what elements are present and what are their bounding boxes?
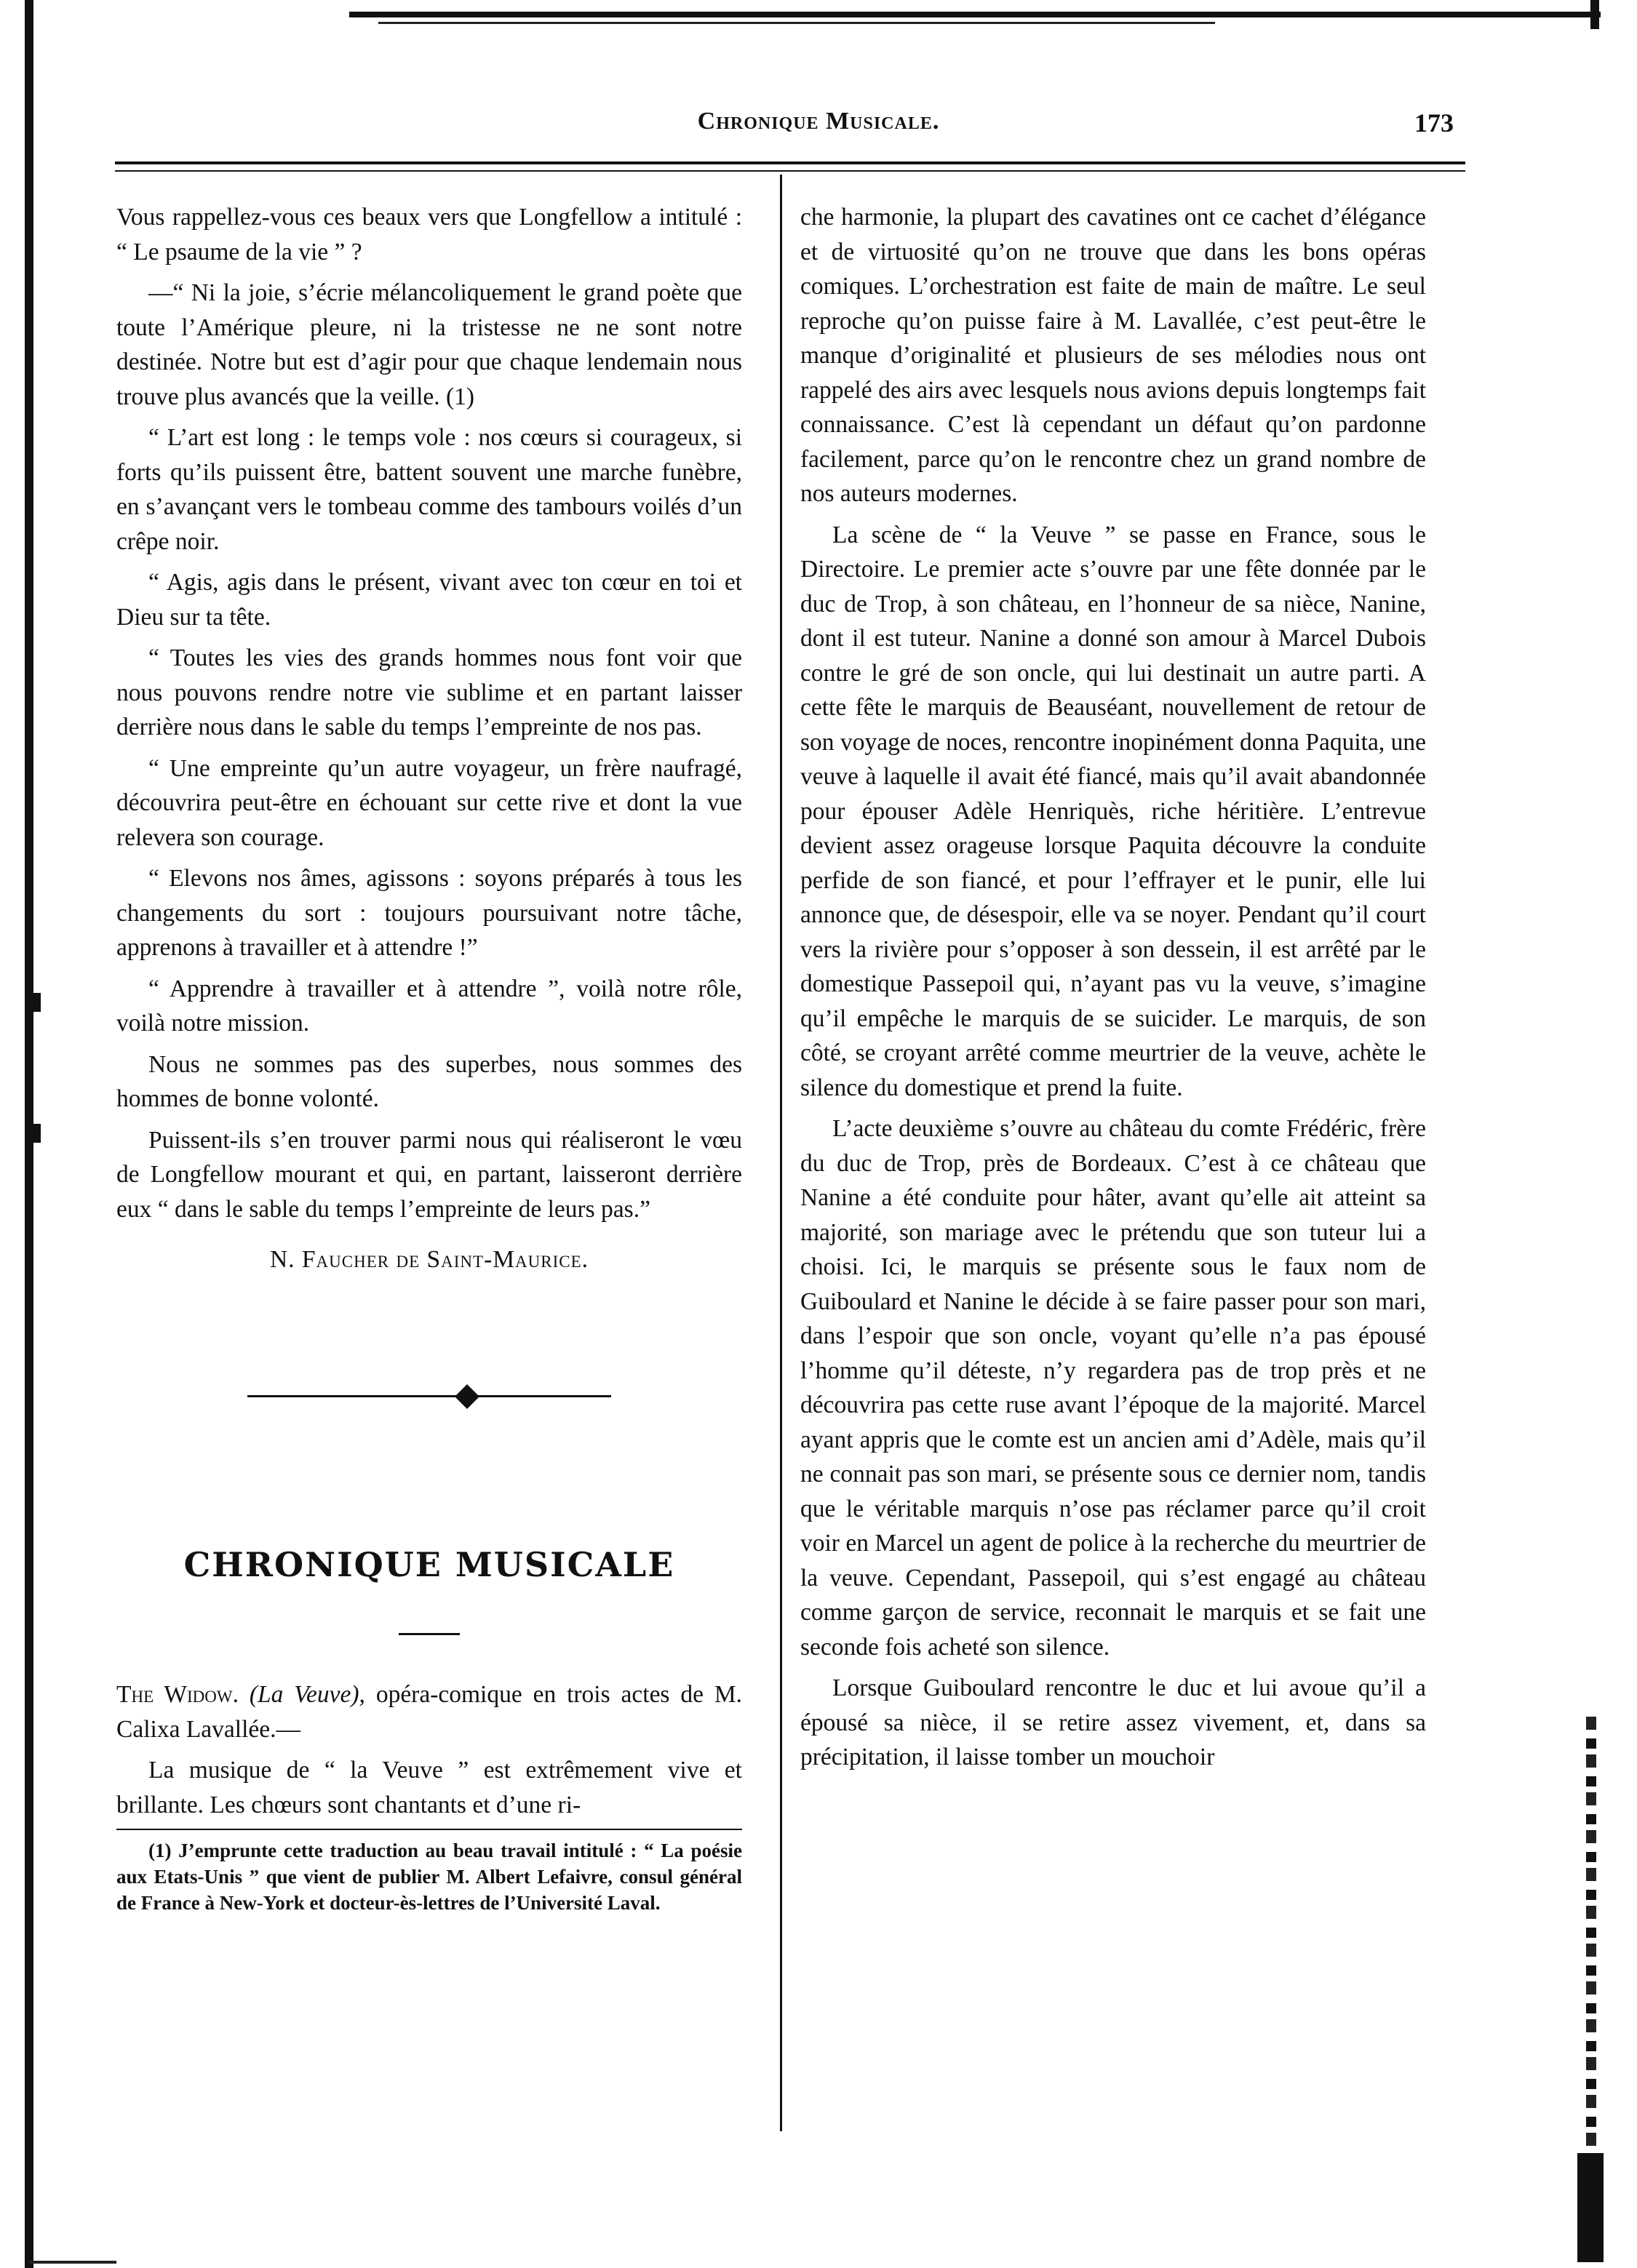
ornament-line — [247, 1395, 611, 1397]
paragraph: La scène de “ la Veuve ” se passe en France, sous le Directoire. Le premier acte s’ouvre par une fête donnée par le duc de Trop, à son château, en l’honneur de sa nièce, Nanine, dont il est tuteur. Nanine a donné son amour à Marcel Dubois contre le gré de son oncle, qui lui destinait un autre parti. A cette fête le marquis de Beauséant, nouvellement de retour de son voyage de noces, rencontre inopinément donna Paquita, une veuve à laquelle il avait été fiancé, mais qu’il avait abandonnée pour épouser Adèle Henriquès, riche héritière. L’entrevue devient assez orageuse lorsque Paquita découvre la conduite perfide de son fiancé, et pour l’effrayer et le punir, elle lui annonce que, de désespoir, elle va se noyer. Pendant qu’il court vers la rivière pour s’opposer à son dessein, il est arrêté par le domestique Passepoil qui, n’ayant pas vu la veuve, s’imagine qu’il empêche le marquis de se suicider. Le marquis, de son côté, se croyant arrêté comme meurtrier de la veuve, achète le silence du domestique et prend la fuite. — [800, 521, 1426, 1101]
paragraph: Lorsque Guiboulard rencontre le duc et lui avoue qu’il a épousé sa nièce, il se retire assez vivement, et, dans sa précipitation, il laisse tomber un mouchoir — [800, 1674, 1426, 1770]
paragraph: “ Elevons nos âmes, agissons : soyons préparés à tous les changements du sort : toujours poursuivant notre tâche, apprenons à travailler et à attendre !” — [116, 865, 742, 961]
column-divider — [780, 175, 782, 2131]
paragraph: “ Apprendre à travailler et à attendre ”, voilà notre rôle, voilà notre mission. — [116, 975, 742, 1037]
scan-mark-left — [33, 993, 41, 1012]
right-column — [800, 200, 1426, 1781]
paragraph: “ L’art est long : le temps vole : nos cœurs si courageux, si forts qu’ils puissent être, battent souvent une marche funèbre, en s’avançant vers le tombeau comme des tambours voilés d’un crêpe noir. — [116, 424, 742, 555]
entry-description: opéra-comique en trois actes de M. Calixa Lavallée.— — [116, 1681, 743, 1743]
ornament-diamond-icon — [455, 1384, 479, 1409]
entry-heading — [116, 1677, 742, 1746]
section-title: CHRONIQUE MUSICALE — [183, 1544, 675, 1584]
paragraph: L’acte deuxième s’ouvre au château du comte Frédéric, frère du duc de Trop, près de Bordeaux. C’est à ce château que Nanine a été conduite pour hâter, avant qu’elle ait atteint sa majorité, son mariage avec le prétendu que son tuteur lui a choisi. Ici, le marquis se présente sous le faux nom de Guiboulard et Nanine le décide à se faire passer pour son mari, dans l’espoir que son oncle, voyant qu’elle n’a pas épousé l’homme qu’il déteste, n’y regardera pas de trop près et ne découvrira pas cette ruse avant l’époque de la majorité. Marcel ayant appris que le comte est un ancien ami d’Adèle, mais qu’il ne connait pas son mari, se présente sous ce dernier nom, tandis que le véritable marquis n’ose pas réclamer parce qu’il croit voir en Marcel un agent de police à la recherche du meurtrier de la veuve. Cependant, Passepoil, qui s’est engagé au château comme garçon de service, reconnait le marquis et se fait une seconde fois acheté son silence. — [800, 1115, 1426, 1661]
page-number: 173 — [1414, 108, 1454, 137]
footnote: (1) J’emprunte cette traduction au beau travail intitulé : “ La poésie aux Etats-Unis ” que vient de publier M. Albert Lefaivre, consul général de France à New-York et docteur-ès-lettres de l’Université Laval. — [116, 1840, 742, 1914]
book-spine-base — [1577, 2153, 1604, 2262]
paragraph: “ Toutes les vies des grands hommes nous font voir que nous pouvons rendre notre vie sublime et en partant laisser derrière nous dans le sable du temps l’empreinte de nos pas. — [116, 644, 742, 740]
scan-mark-left — [33, 1124, 41, 1143]
scan-border-bottom — [29, 2261, 116, 2264]
running-head: Chronique Musicale. — [697, 108, 940, 135]
paragraph: “ Une empreinte qu’un autre voyageur, un frère naufragé, découvrira peut-être en échouant sur cette rive et dont la vue relevera son courage. — [116, 754, 742, 851]
paragraph: —“ Ni la joie, s’écrie mélancoliquement le grand poète que toute l’Amérique pleure, ni la tristesse ne ne sont notre destinée. Notre but est d’agir pour que chaque lendemain nous trouve plus avancés que la veille. (1) — [116, 279, 742, 410]
ornamental-divider — [116, 1376, 742, 1417]
header-rule-thin — [115, 170, 1465, 172]
paragraph: Puissent-ils s’en trouver parmi nous qui réaliseront le vœu de Longfellow mourant et qui, en partant, laisseront derrière eux “ dans le sable du temps l’empreinte de leurs pas.” — [116, 1126, 742, 1223]
entry-subtitle: (La Veuve), — [249, 1681, 365, 1708]
footnote-rule — [116, 1829, 742, 1830]
paragraph: che harmonie, la plupart des cavatines ont ce cachet d’élégance et de virtuosité qu’on ne trouve que dans les bons opéras comiques. L’orchestration est faite de main de maître. Le seul reproche qu’on puisse faire à M. Lavallée, c’est peut-être le manque d’originalité et plusieurs de ses mélodies nous ont rappelé des airs avec lesquels nous avions depuis longtemps fait connaissance. C’est là cependant un défaut qu’on pardonne facilement, parce qu’on le rencontre chez un grand nombre de nos auteurs modernes. — [800, 204, 1426, 507]
scan-border-top-thin — [378, 22, 1215, 24]
left-column — [116, 200, 742, 1922]
author-signature: N. Faucher de Saint-Maurice. — [269, 1246, 589, 1273]
entry-title: The Widow. — [116, 1681, 239, 1708]
paragraph: La musique de “ la Veuve ” est extrêmement vive et brillante. Les chœurs sont chantants et d’une ri- — [116, 1757, 742, 1818]
paragraph: Vous rappellez-vous ces beaux vers que Longfellow a intitulé : “ Le psaume de la vie ” ? — [116, 204, 742, 265]
scan-border-left — [25, 0, 33, 2268]
scan-edge-right — [1590, 0, 1599, 29]
title-rule — [399, 1633, 460, 1635]
scan-border-top — [349, 12, 1601, 17]
paragraph: Nous ne sommes pas des superbes, nous sommes des hommes de bonne volonté. — [116, 1050, 742, 1112]
paragraph: “ Agis, agis dans le présent, vivant avec ton cœur en toi et Dieu sur ta tête. — [116, 569, 742, 631]
header-rule — [115, 161, 1465, 164]
